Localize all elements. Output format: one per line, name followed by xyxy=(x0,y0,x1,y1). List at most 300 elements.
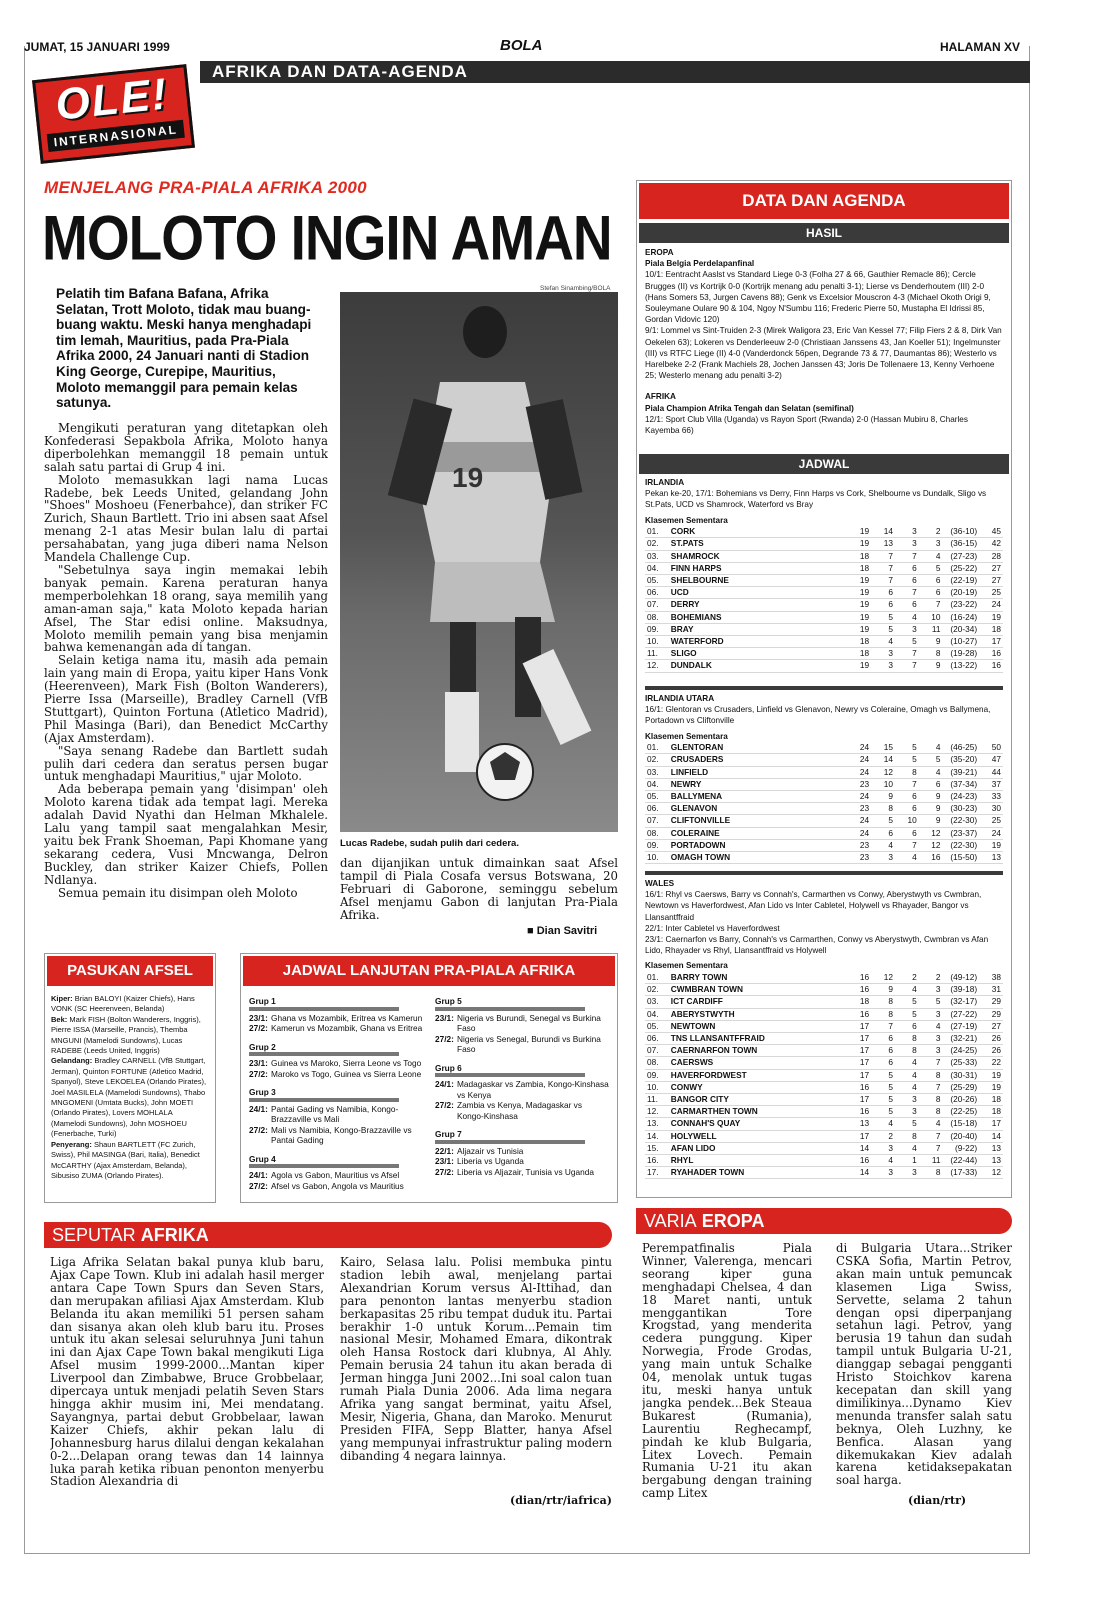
photo-credit: Stefan Sinambing/BOLA xyxy=(540,285,611,292)
standings-cell: 33 xyxy=(979,791,1003,803)
team-name: CAERSWS xyxy=(669,1057,848,1069)
standings-cell: 4 xyxy=(919,1020,943,1032)
team-name: RHYL xyxy=(669,1155,848,1167)
standings-cell: 7 xyxy=(871,562,895,574)
standings-cell: 24 xyxy=(847,766,871,778)
standings-cell: 50 xyxy=(979,742,1003,754)
standings-cell: 16 xyxy=(979,660,1003,672)
standings-cell: 7 xyxy=(919,1081,943,1093)
standings-cell: 5 xyxy=(895,636,919,648)
standings-cell: (22-19) xyxy=(943,575,980,587)
team-name: ICT CARDIFF xyxy=(669,996,848,1008)
standings-cell: 7 xyxy=(895,550,919,562)
standings-cell: (13-22) xyxy=(943,660,980,672)
results-section: EROPA Piala Belgia Perdelapanfinal 10/1: Eentracht Aaslst vs Standard Liege 0-3 (Folha 27 & 66, Gauthier Remacle 86); Cercle Brugges (II) vs Kortrijk 0-0 (Kortrijk menang adu penalti 3-1); Lierse vs Denderhoutem (III) 2-0 (Hans Somers 53, Jurgen Cavens 88); Genk vs Excelsior Mouscron 4-3 (Michael Okoth Origi 9, Souleymane Oulare 90 & 104, Ngoy N'Sumbu 116; Frederic Pierre 50, Mustapha El Idrissi 85, Gordan Vidovic 120) 9/1: Lommel vs Sint-Truiden 2-3 (Mirek Waligora 23, Eric Van Kessel 77; Filip Fiers 2 & 8, Dirk Van Oekelen 63); Lokeren vs Denderleeuw 2-0 (Christiaan Janssens 43, Jan Koeller 51); Ingelmunster (III) vs RTFC Liege (II) 4-0 (Vanderdonck 56pen, Degrande 73 & 77, Daumantas 86); Westerlo vs Harelbeke 2-2 (Frank Machiels 28, Jochen Janssen 43; Joris De Tollenaere 13, Kenny Verhoene 25; Westerlo menang adu penalti 3-2) AFRIKA Piala Champion Afrika Tengah dan Selatan (semifinal) 12/1: Sport Club Villa (Uganda) vs Rayon Sport (Rwanda) 2-0 (Hassan Mubiru 8, Charles Kayemba 66) xyxy=(645,248,1002,436)
standings-cell: 14 xyxy=(871,754,895,766)
standings-cell: 7 xyxy=(919,1142,943,1154)
standings-cell: (15-50) xyxy=(943,852,980,864)
standings-cell: 4 xyxy=(895,1069,919,1081)
standings-cell: 03. xyxy=(645,996,669,1008)
standings-cell: 14 xyxy=(871,526,895,538)
article-continuation: dan dijanjikan untuk dimainkan saat Afsel tampil di Piala Cosafa versus Botswana, 20 Februari di Gaborone, seminggu sebelum Afsel menjamu Gabon di lanjutan Pra-Piala Afrika. xyxy=(340,856,618,922)
standings-cell: 07. xyxy=(645,815,669,827)
standings-cell: 5 xyxy=(895,754,919,766)
standings-cell: 23 xyxy=(847,803,871,815)
team-name: SHELBOURNE xyxy=(669,575,848,587)
standings-cell: (25-22) xyxy=(943,562,980,574)
standings-cell: 6 xyxy=(895,791,919,803)
standings-cell: 24 xyxy=(847,815,871,827)
standings-row xyxy=(645,636,1003,648)
standings-cell: 3 xyxy=(895,526,919,538)
team-name: LINFIELD xyxy=(669,766,848,778)
standings-cell: 24 xyxy=(847,827,871,839)
standings-cell: 19 xyxy=(847,575,871,587)
standings-cell: 05. xyxy=(645,791,669,803)
standings-cell: 3 xyxy=(919,1008,943,1020)
data-agenda-box xyxy=(636,180,1012,1198)
standings-cell: 19 xyxy=(847,587,871,599)
standings-cell: 09. xyxy=(645,839,669,851)
standings-cell: 02. xyxy=(645,754,669,766)
standings-cell: 11. xyxy=(645,648,669,660)
wales-table xyxy=(645,972,1003,1180)
standings-row xyxy=(645,839,1003,851)
standings-cell: (32-21) xyxy=(943,1033,980,1045)
results-entry: 10/1: Eentracht Aaslst vs Standard Liege 0-3 (Folha 27 & 66, Gauthier Remacle 86); Cercle Brugges (II) vs Kortrijk 0-0 (Kortrijk menang adu penalti 3-1); Lierse vs Denderhoutem (III) 2-0 (Hans Somers 53, Jurgen Cavens 88); Genk vs Excelsior Mouscron 4-3 (Michael Okoth Origi 9, Souleymane Oulare 90 & 104, Ngoy N'Sumbu 116; Frederic Pierre 50, Mustapha El Idrissi 85, Gordan Vidovic 120) xyxy=(645,270,991,325)
standings-row xyxy=(645,827,1003,839)
standings-cell: 12 xyxy=(979,1167,1003,1179)
squad-list xyxy=(45,988,215,1181)
standings-row xyxy=(645,611,1003,623)
paragraph: Mengikuti peraturan yang ditetapkan oleh Konfederasi Sepakbola Afrika, Moloto hanya diperbolehkan memanggil 18 pemain untuk salah satu partai di Grup 4 ini. xyxy=(44,422,328,474)
qualifier-schedule-title: JADWAL LANJUTAN PRA-PIALA AFRIKA xyxy=(243,956,615,986)
standings-row xyxy=(645,562,1003,574)
schedule-right-column xyxy=(435,996,611,1185)
team-name: CONNAH'S QUAY xyxy=(669,1118,848,1130)
standings-cell: 5 xyxy=(871,1069,895,1081)
standings-cell: 5 xyxy=(895,1118,919,1130)
standings-cell: 8 xyxy=(919,648,943,660)
squad-entry: Gelandang: Bradley CARNELL (VfB Stuttgart, Jerman), Quinton FORTUNE (Atletico Madrid, Spanyol), Steve LEKOELEA (Orlando Pirates), Joel MASILELA (Mamelodi Sundowns), Thabo MNGOMENI (Umtata Bucks), John MOETI (Orlando Pirates), Lovers MOHLALA (Mamelodi Sundowns), John MOSHOEU (Fenerbache, Turki) xyxy=(51,1056,207,1139)
standings-cell: 3 xyxy=(871,648,895,660)
standings-cell: 5 xyxy=(871,611,895,623)
standings-cell: (39-21) xyxy=(943,766,980,778)
standings-cell: 12. xyxy=(645,1106,669,1118)
standings-cell: 6 xyxy=(871,1045,895,1057)
standings-cell: 5 xyxy=(871,1106,895,1118)
standings-row xyxy=(645,778,1003,790)
seputar-label-bold: AFRIKA xyxy=(140,1225,209,1245)
seputar-col2: Kairo, Selasa lalu. Polisi membuka pintu stadion lebih awal, menjelang partai Alexandrian Korum versus Al-Ittihad, dan para penonton lantas menyerbu stadion berkapasitas 25 ribu tempat duduk itu. Partai berakhir 1-0 untuk Korum...Pemain tim nasional Mesir, Mohamed Emara, dikontrak oleh Hansa Rostock dari klubnya, Al Ahly. Pemain berusia 24 tahun itu akan berada di Jerman hingga Juni 2002...Ini soal calon tuan rumah Piala Dunia 2006. Ada lima negara Afrika yang sangat berminat, yaitu Afsel, Mesir, Nigeria, Ghana, dan Maroko. Menurut Presiden FIFA, Sepp Blatter, hanya Afsel yang mempunyai infrastruktur paling modern dibanding 4 negara lainnya. xyxy=(340,1256,612,1463)
standings-cell: (16-24) xyxy=(943,611,980,623)
schedule-group: Grup 3 24/1: Pantai Gading vs Namibia, Kongo-Brazzaville vs Mali 27/2: Mali vs Namibia, Kongo-Brazzaville vs Pantai Gading xyxy=(249,1087,412,1145)
standings-cell: 02. xyxy=(645,538,669,550)
standings-cell: 8 xyxy=(871,803,895,815)
article-lead: Pelatih tim Bafana Bafana, Afrika Selatan, Trott Moloto, tidak mau buang-buang waktu. Meski hanya menghadapi tim lemah, Mauritius, pada Pra-Piala Afrika 2000, 24 Januari nanti di Stadion King George, Curepipe, Mauritius, Moloto memanggil para pemain kelas satunya. xyxy=(56,286,312,411)
standings-cell: 8 xyxy=(919,1069,943,1081)
standings-cell: 17 xyxy=(979,1118,1003,1130)
standings-cell: 10. xyxy=(645,1081,669,1093)
jersey-number: 19 xyxy=(452,462,484,493)
standings-cell: 11 xyxy=(919,1155,943,1167)
standings-cell: 5 xyxy=(895,742,919,754)
standings-cell: 3 xyxy=(871,660,895,672)
standings-cell: 13 xyxy=(847,1118,871,1130)
standings-cell: 04. xyxy=(645,778,669,790)
standings-cell: 16 xyxy=(847,1155,871,1167)
standings-cell: 03. xyxy=(645,766,669,778)
standings-cell: (37-34) xyxy=(943,778,980,790)
standings-cell: 12 xyxy=(871,766,895,778)
team-name: ST.PATS xyxy=(669,538,848,550)
standings-cell: 16 xyxy=(847,1008,871,1020)
schedule-left-column xyxy=(249,996,429,1199)
standings-cell: 4 xyxy=(919,1118,943,1130)
irlandia-utara-table xyxy=(645,742,1003,864)
standings-cell: 16 xyxy=(847,1081,871,1093)
standings-cell: 4 xyxy=(919,550,943,562)
team-name: CARMARTHEN TOWN xyxy=(669,1106,848,1118)
standings-cell: 27 xyxy=(979,562,1003,574)
standings-row xyxy=(645,1155,1003,1167)
standings-cell: 07. xyxy=(645,599,669,611)
seputar-header xyxy=(44,1222,612,1248)
standings-cell: 17. xyxy=(645,1167,669,1179)
paragraph: "Sebetulnya saya ingin memakai lebih banyak pemain. Karena peraturan hanya memperbolehkan 18 orang, saya memilih yang aman-aman saja," kata Moloto kepada harian Afsel, The Star edisi online. Maksudnya, Moloto memilih pemain yang bisa menjamin bahwa kemenangan ada di tangan. xyxy=(44,562,328,655)
team-name: BOHEMIANS xyxy=(669,611,848,623)
standings-cell: 7 xyxy=(895,839,919,851)
team-name: SLIGO xyxy=(669,648,848,660)
standings-cell: 08. xyxy=(645,827,669,839)
standings-cell: 11 xyxy=(919,623,943,635)
standings-cell: 18 xyxy=(847,550,871,562)
standings-row xyxy=(645,791,1003,803)
data-agenda-title: DATA DAN AGENDA xyxy=(639,183,1009,219)
standings-cell: (27-22) xyxy=(943,1008,980,1020)
standings-cell: 5 xyxy=(871,623,895,635)
standings-cell: 14 xyxy=(979,1130,1003,1142)
standings-cell: 3 xyxy=(895,1094,919,1106)
standings-cell: 26 xyxy=(979,1033,1003,1045)
standings-cell: (22-30) xyxy=(943,839,980,851)
standings-cell: 27 xyxy=(979,575,1003,587)
standings-cell: 09. xyxy=(645,623,669,635)
standings-cell: (27-23) xyxy=(943,550,980,562)
standings-cell: (20-19) xyxy=(943,587,980,599)
standings-cell: 5 xyxy=(871,815,895,827)
team-name: WATERFORD xyxy=(669,636,848,648)
schedule-group: Grup 7 22/1: Aljazair vs Tunisia 23/1: Liberia vs Uganda 27/2: Liberia vs Aljazair, Tunisia vs Uganda xyxy=(435,1129,594,1177)
standings-cell: 7 xyxy=(871,550,895,562)
standings-row xyxy=(645,538,1003,550)
team-name: NEWRY xyxy=(669,778,848,790)
section-bar xyxy=(200,61,1030,83)
paper-name: BOLA xyxy=(500,37,543,54)
standings-cell: 8 xyxy=(919,1094,943,1106)
player-illustration xyxy=(340,292,618,832)
standings-cell: 13 xyxy=(979,1155,1003,1167)
standings-cell: 6 xyxy=(895,803,919,815)
wales-section: WALES 16/1: Rhyl vs Caersws, Barry vs Connah's, Carmarthen vs Conwy, Aberystwyth vs Cwmbran, Newtown vs Haverfordwest, Afan Lido vs Inter Cabletel, Holywell vs Rhayader, Bangor vs Llansantffraid 22/1: Inter Cabletel vs Haverfordwest 23/1: Caernarfon vs Barry, Connah's vs Carmarthen, Conwy vs Aberystwyth, Cwmbran vs Afan Lido, Rhayader vs Rhyl, Llansantffraid vs Holywell Klasemen Sementara 01. BARRY TOWN 16 12 2 2 (49-12) 38 02. CWMBRAN TOWN 16 9 4 3 (39-18) 31 03. ICT CARDIFF 18 8 5 5 (32-17) 29 04. ABERYSTWYTH 16 8 5 3 (27-22) 29 05. NEWTOWN 17 7 6 4 (27-19) 27 06. TNS LLANSANTFFRAID 17 6 8 3 (32-21) 26 07. CAERNARFON TOWN 17 6 8 3 (24-25) 26 08. CAERSWS 17 6 4 7 (25-33) 22 09. HAVERFORDWEST 17 5 4 8 (30-31) 19 10. CONWY 16 5 4 7 (25-29) 19 11. BANGOR CITY 17 5 3 8 (20-26) 18 12. CARMARTHEN TOWN 16 5 3 8 (22-25) 18 13. CONNAH'S QUAY 13 4 5 4 (15-18) 17 14. HOLYWELL 17 2 8 7 (20-40) 14 15. AFAN LIDO 14 3 4 7 (9-22) 13 16. RHYL 16 4 1 11 (22-44) 13 17. RYAHADER TOWN 14 3 3 8 (17-33) 12 xyxy=(645,871,1003,1179)
results-entry: 12/1: Sport Club Villa (Uganda) vs Rayon Sport (Rwanda) 2-0 (Hassan Mubiru 8, Charles Kayemba 66) xyxy=(645,414,968,436)
standings-cell: 18 xyxy=(847,648,871,660)
results-entry: 9/1: Lommel vs Sint-Truiden 2-3 (Mirek Waligora 23, Eric Van Kessel 77; Filip Fiers 2 & 8, Dirk Van Oekelen 63); Lokeren vs Denderleeuw 2-0 (Christiaan Janssens 43, Jan Koeller 51); Ingelmunster (III) vs RTFC Liege (II) 4-0 (Vanderdonck 56pen, Degrande 73 & 77, Daumantas 86); Westerlo vs Harelbeke 2-2 (Frank Machiels 28, Jochen Janssen 43; Joris De Tollenaere 13, Kenny Verhoene 25; Westerlo menang adu penalti 3-2) xyxy=(645,326,1002,381)
standings-cell: (22-30) xyxy=(943,815,980,827)
standings-cell: 19 xyxy=(847,599,871,611)
article-kicker: MENJELANG PRA-PIALA AFRIKA 2000 xyxy=(44,178,367,197)
standings-cell: 4 xyxy=(919,766,943,778)
standings-cell: 07. xyxy=(645,1045,669,1057)
standings-cell: 12 xyxy=(871,972,895,984)
standings-cell: 24 xyxy=(847,754,871,766)
standings-cell: 7 xyxy=(871,575,895,587)
standings-cell: 17 xyxy=(847,1057,871,1069)
seputar-label: SEPUTAR xyxy=(52,1225,136,1245)
standings-row xyxy=(645,1069,1003,1081)
standings-cell: 7 xyxy=(895,587,919,599)
standings-cell: 3 xyxy=(919,538,943,550)
standings-cell: 6 xyxy=(871,1033,895,1045)
standings-cell: 16 xyxy=(979,648,1003,660)
standings-cell: 6 xyxy=(895,827,919,839)
standings-cell: 4 xyxy=(895,1057,919,1069)
standings-cell: 05. xyxy=(645,575,669,587)
standings-row xyxy=(645,526,1003,538)
schedule-group: Grup 4 24/1: Agola vs Gabon, Mauritius vs Afsel 27/2: Afsel vs Gabon, Angola vs Mauritius xyxy=(249,1153,404,1191)
standings-cell: 4 xyxy=(895,1081,919,1093)
standings-cell: (24-25) xyxy=(943,1045,980,1057)
standings-cell: 3 xyxy=(919,1033,943,1045)
standings-cell: 7 xyxy=(895,778,919,790)
standings-cell: 18 xyxy=(847,636,871,648)
standings-row xyxy=(645,766,1003,778)
standings-cell: 06. xyxy=(645,1033,669,1045)
standings-cell: 04. xyxy=(645,1008,669,1020)
team-name: CWMBRAN TOWN xyxy=(669,984,848,996)
standings-cell: 8 xyxy=(895,1033,919,1045)
standings-row xyxy=(645,984,1003,996)
standings-cell: 6 xyxy=(895,575,919,587)
standings-cell: 47 xyxy=(979,754,1003,766)
standings-cell: 9 xyxy=(871,984,895,996)
standings-row xyxy=(645,1008,1003,1020)
standings-cell: 17 xyxy=(847,1130,871,1142)
standings-cell: (20-26) xyxy=(943,1094,980,1106)
standings-row xyxy=(645,575,1003,587)
standings-row xyxy=(645,1057,1003,1069)
standings-cell: 18 xyxy=(979,1094,1003,1106)
standings-cell: 19 xyxy=(847,526,871,538)
results-heading: HASIL xyxy=(639,223,1009,243)
standings-cell: (22-25) xyxy=(943,1106,980,1118)
standings-cell: (36-10) xyxy=(943,526,980,538)
standings-cell: 9 xyxy=(919,791,943,803)
standings-cell: 3 xyxy=(895,538,919,550)
standings-cell: 24 xyxy=(979,827,1003,839)
issue-date: JUMAT, 15 JANUARI 1999 xyxy=(24,40,170,54)
standings-row xyxy=(645,815,1003,827)
standings-cell: 6 xyxy=(919,778,943,790)
team-name: OMAGH TOWN xyxy=(669,852,848,864)
paragraph: "Saya senang Radebe dan Bartlett sudah pulih dari cedera dan seratus persen bugar untuk menghadapi Mauritius," ujar Moloto. xyxy=(44,743,328,784)
standings-cell: 31 xyxy=(979,984,1003,996)
photo-caption: Lucas Radebe, sudah pulih dari cedera. xyxy=(340,838,519,849)
standings-cell: 19 xyxy=(847,538,871,550)
standings-cell: 13 xyxy=(979,852,1003,864)
standings-cell: 15 xyxy=(871,742,895,754)
schedule-group: Grup 5 23/1: Nigeria vs Burundi, Senegal vs Burkina Faso 27/2: Nigeria vs Senegal, Burundi vs Burkina Faso xyxy=(435,996,601,1054)
schedule-group: Grup 2 23/1: Guinea vs Maroko, Sierra Leone vs Togo 27/2: Maroko vs Togo, Guinea vs Sierra Leone xyxy=(249,1041,422,1079)
standings-cell: 06. xyxy=(645,803,669,815)
team-name: RYAHADER TOWN xyxy=(669,1167,848,1179)
standings-row xyxy=(645,587,1003,599)
standings-cell: 4 xyxy=(895,852,919,864)
standings-cell: 3 xyxy=(895,1167,919,1179)
standings-cell: 6 xyxy=(895,562,919,574)
standings-cell: 09. xyxy=(645,1069,669,1081)
standings-cell: 3 xyxy=(895,1106,919,1118)
team-name: UCD xyxy=(669,587,848,599)
standings-cell: 4 xyxy=(871,839,895,851)
standings-cell: 4 xyxy=(871,1155,895,1167)
standings-cell: 17 xyxy=(979,636,1003,648)
standings-cell: 12. xyxy=(645,660,669,672)
standings-cell: 2 xyxy=(895,972,919,984)
standings-cell: 19 xyxy=(979,1081,1003,1093)
squad-entry: Kiper: Brian BALOYI (Kaizer Chiefs), Hans VONK (SC Heerenveen, Belanda) xyxy=(51,994,195,1014)
team-name: CONWY xyxy=(669,1081,848,1093)
standings-cell: 8 xyxy=(919,1167,943,1179)
standings-cell: 8 xyxy=(895,1130,919,1142)
standings-cell: 2 xyxy=(919,972,943,984)
standings-cell: 02. xyxy=(645,984,669,996)
standings-cell: 3 xyxy=(871,1167,895,1179)
team-name: HAVERFORDWEST xyxy=(669,1069,848,1081)
standings-cell: 16. xyxy=(645,1155,669,1167)
standings-cell: (39-18) xyxy=(943,984,980,996)
standings-cell: 5 xyxy=(919,562,943,574)
standings-cell: 5 xyxy=(895,1008,919,1020)
seputar-col1: Liga Afrika Selatan bakal punya klub baru, Ajax Cape Town. Klub ini adalah hasil merger antara Cape Town Spurs dan Seven Stars, dan merupakan afiliasi Ajax Amsterdam. Klub Belanda itu akan memiliki 51 persen saham dan sisanya akan oleh klub baru itu. Proses untuk itu akan selesai seluruhnya Juni tahun ini dan Ajax Cape Town bakal mengikuti Liga Afsel musim 1999-2000...Mantan kiper Liverpool dan Zimbabwe, Bruce Grobbelaar, dipercaya untuk menjadi pelatih Seven Stars hingga akhir musim ini, Mei mendatang. Sayangnya, partai debut Grobbelaar, lawan Kaizer Chiefs, akhir pekan lalu di Johannesburg harus dilalui dengan kekalahan 0-2...Delapan orang tewas dan 14 lainnya luka parah ketika ribuan penonton menyerbu Stadion Alexandria di xyxy=(50,1256,324,1489)
standings-cell: 4 xyxy=(895,611,919,623)
standings-row xyxy=(645,852,1003,864)
squad-entry: Bek: Mark FISH (Bolton Wanderers, Inggris), Pierre ISSA (Marseille, Prancis), Themba MNGUNI (Mamelodi Sundowns), Lucas RADEBE (Leeds United, Inggris) xyxy=(51,1014,201,1056)
standings-cell: 7 xyxy=(871,1020,895,1032)
standings-row xyxy=(645,1081,1003,1093)
standings-cell: 6 xyxy=(919,575,943,587)
standings-cell: 16 xyxy=(919,852,943,864)
standings-cell: 5 xyxy=(919,754,943,766)
section-title: AFRIKA DAN DATA-AGENDA xyxy=(212,62,468,81)
standings-cell: (23-22) xyxy=(943,599,980,611)
standings-cell: (19-28) xyxy=(943,648,980,660)
logo-subtitle: INTERNASIONAL xyxy=(47,120,185,152)
standings-cell: 13 xyxy=(979,1142,1003,1154)
standings-row xyxy=(645,623,1003,635)
standings-cell: 14. xyxy=(645,1130,669,1142)
standings-cell: 10. xyxy=(645,636,669,648)
standings-cell: 17 xyxy=(847,1094,871,1106)
standings-cell: 17 xyxy=(847,1045,871,1057)
paragraph: Moloto memasukkan lagi nama Lucas Radebe, bek Leeds United, gelandang John "Shoes" Moshoeu (Fenerbahce), dan striker FC Zurich, Shaun Bartlett. Trio ini absen saat Afsel menang 2-1 atas Mesir bulan lalu di partai persahabatan, yang juga diberi nama Nelson Mandela Challenge Cup. xyxy=(44,472,328,565)
standings-cell: (30-23) xyxy=(943,803,980,815)
standings-cell: 6 xyxy=(871,827,895,839)
article-body xyxy=(44,422,328,952)
standings-cell: 29 xyxy=(979,1008,1003,1020)
standings-row xyxy=(645,550,1003,562)
standings-cell: 01. xyxy=(645,742,669,754)
byline: ■ Dian Savitri xyxy=(527,925,598,937)
standings-cell: 5 xyxy=(871,1081,895,1093)
standings-cell: 16 xyxy=(847,972,871,984)
schedule-group: Grup 6 24/1: Madagaskar vs Zambia, Kongo-Kinshasa vs Kenya 27/2: Zambia vs Kenya, Madagaskar vs Kongo-Kinshasa xyxy=(435,1062,609,1121)
team-name: FINN HARPS xyxy=(669,562,848,574)
standings-cell: 23 xyxy=(847,778,871,790)
standings-row xyxy=(645,1106,1003,1118)
paragraph: Selain ketiga nama itu, masih ada pemain lain yang main di Eropa, yaitu kiper Hans Vonk (Heerenveen), Mark Fish (Bolton Wanderers), Pierre Issa (Marseille), Bradley Carnell (VfB Stuttgart), Quinton Fortuna (Atletico Madrid), Phil Masinga (Bari), dan Benedict McCarthy (Ajax Amsterdam). xyxy=(44,653,328,745)
standings-cell: 10. xyxy=(645,852,669,864)
standings-cell: 9 xyxy=(871,791,895,803)
standings-cell: 10 xyxy=(871,778,895,790)
standings-cell: (20-34) xyxy=(943,623,980,635)
standings-row xyxy=(645,1094,1003,1106)
standings-cell: 38 xyxy=(979,972,1003,984)
page-number: HALAMAN XV xyxy=(940,40,1020,54)
standings-cell: 22 xyxy=(979,1057,1003,1069)
standings-cell: 12 xyxy=(919,827,943,839)
logo-text: OLE! xyxy=(53,69,171,130)
standings-cell: 3 xyxy=(871,852,895,864)
standings-cell: (25-29) xyxy=(943,1081,980,1093)
standings-row xyxy=(645,972,1003,984)
paragraph: Ada beberapa pemain yang 'disimpan' oleh Moloto karena tidak ada tempat lagi. Mereka adalah David Nyathi dan Helman Mkhalele. Lalu yang tampil saat mengalahkan Mesir, yaitu bek Frank Shoeman, Papi Khomane yang sekarang cedera, Vusi Mncwanga, Delron Buckley, dan striker Kaizer Chiefs, Pollen Ndlanya. xyxy=(44,782,328,887)
standings-cell: (15-18) xyxy=(943,1118,980,1130)
team-name: TNS LLANSANTFFRAID xyxy=(669,1033,848,1045)
standings-cell: 29 xyxy=(979,996,1003,1008)
standings-cell: 01. xyxy=(645,526,669,538)
varia-col2: di Bulgaria Utara...Striker CSKA Sofia, Martin Petrov, akan main untuk pemuncak klasemen Liga Swiss, Servette, selama 2 tahun dengan opsi diperpanjang setahun lagi. Petrov, yang berusia 19 tahun dan sudah tampil untuk Bulgaria U-21, dianggap sebagai pengganti Hristo Stoichkov karena kecepatan dan skill yang dimilikinya...Dynamo Kiev menunda transfer salah satu beknya, Oleh Luzhny, ke Benfica. Alasan yang dikemukakan Kiev adalah karena ketidaksepakatan soal harga. xyxy=(836,1242,1012,1488)
varia-credit: (dian/rtr) xyxy=(908,1494,967,1507)
standings-cell: 27 xyxy=(979,1020,1003,1032)
team-name: ABERYSTWYTH xyxy=(669,1008,848,1020)
standings-cell: 13 xyxy=(871,538,895,550)
schedule-heading: JADWAL xyxy=(639,454,1009,474)
standings-cell: 4 xyxy=(871,636,895,648)
standings-row xyxy=(645,742,1003,754)
standings-cell: 06. xyxy=(645,587,669,599)
standings-cell: 3 xyxy=(871,1142,895,1154)
team-name: BANGOR CITY xyxy=(669,1094,848,1106)
standings-cell: 8 xyxy=(919,1106,943,1118)
team-name: DUNDALK xyxy=(669,660,848,672)
standings-cell: (32-17) xyxy=(943,996,980,1008)
standings-row xyxy=(645,1020,1003,1032)
standings-cell: 03. xyxy=(645,550,669,562)
standings-row xyxy=(645,996,1003,1008)
standings-cell: 08. xyxy=(645,611,669,623)
team-name: PORTADOWN xyxy=(669,839,848,851)
standings-cell: 7 xyxy=(919,1130,943,1142)
standings-cell: 23 xyxy=(847,852,871,864)
squad-entry: Penyerang: Shaun BARTLETT (FC Zurich, Swiss), Phil MASINGA (Bari, Italia), Benedict McCARTHY (Ajax Amsterdam, Belanda), Sibusiso ZUMA (Orlando Pirates). xyxy=(51,1139,200,1180)
standings-cell: 17 xyxy=(847,1033,871,1045)
squad-title: PASUKAN AFSEL xyxy=(47,956,213,986)
standings-cell: 23 xyxy=(847,839,871,851)
standings-row xyxy=(645,1167,1003,1179)
standings-cell: (36-15) xyxy=(943,538,980,550)
standings-cell: 15. xyxy=(645,1142,669,1154)
